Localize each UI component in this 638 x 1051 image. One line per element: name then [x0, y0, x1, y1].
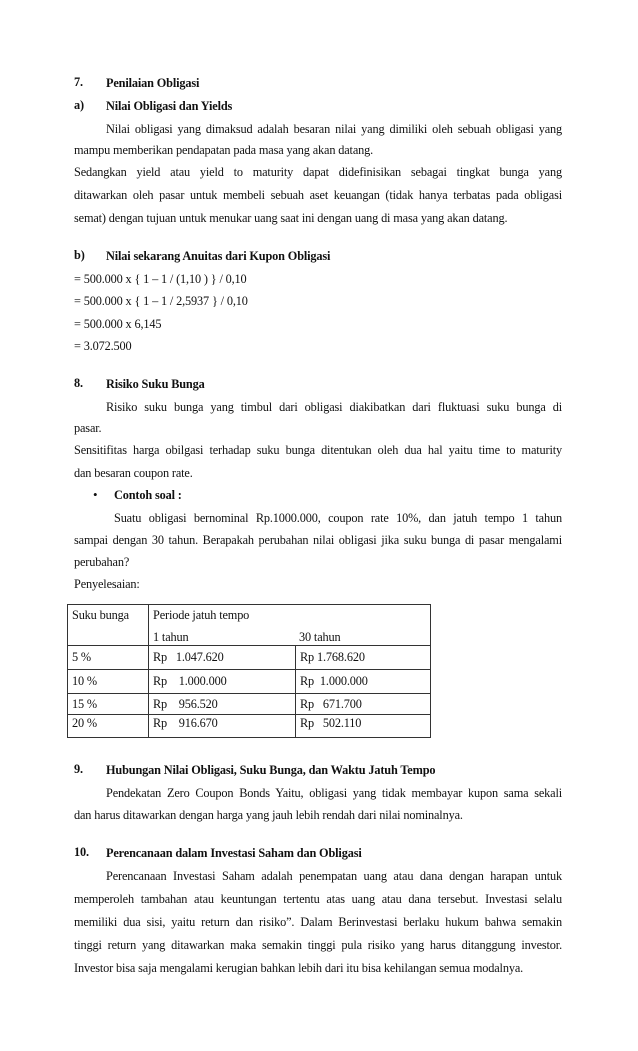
subsection-a-title: Nilai Obligasi dan Yields	[106, 99, 233, 113]
paragraph-line: sampai dengan 30 tahun. Berapakah perubahan nilai obligasi jika suku bunga di pasar mengalami	[74, 533, 562, 547]
section-8-number: 8.	[74, 376, 83, 390]
paragraph-line: Perencanaan Investasi Saham adalah penempatan uang atau dana dengan harapan untuk	[106, 869, 562, 883]
header-1-tahun: 1 tahun	[153, 630, 189, 644]
section-7-title: Penilaian Obligasi	[106, 76, 200, 90]
calculation-line: = 500.000 x 6,145	[74, 317, 162, 331]
paragraph-line: memiliki dua sisi, yaitu return dan risiko”. Dalam Berinvestasi berlaku hukum bahwa semakin	[74, 915, 562, 929]
paragraph-line: memperoleh tambahan atau keuntungan tertentu atas uang atau dana tersebut. Investasi selalu	[74, 892, 562, 906]
subsection-a-number: a)	[74, 98, 84, 112]
cell-rate: 20 %	[68, 715, 149, 738]
paragraph-line: pasar.	[74, 421, 102, 435]
cell-30-tahun: Rp 502.110	[296, 715, 431, 738]
cell-30-tahun: Rp 671.700	[296, 694, 431, 715]
table-row	[68, 694, 431, 715]
paragraph-line: dan harus ditawarkan dengan harga yang jauh lebih rendah dari nilai nominalnya.	[74, 808, 463, 822]
section-10-title: Perencanaan dalam Investasi Saham dan Obligasi	[106, 846, 362, 860]
cell-1-tahun: Rp 1.047.620	[149, 646, 296, 670]
calculation-line: = 3.072.500	[74, 339, 132, 353]
paragraph-line: Nilai obligasi yang dimaksud adalah besaran nilai yang dimiliki oleh sebuah obligasi yang	[106, 122, 562, 136]
solution-label: Penyelesaian:	[74, 577, 140, 591]
cell-1-tahun: Rp 1.000.000	[149, 670, 296, 694]
table-row	[68, 670, 431, 694]
header-periode-label: Periode jatuh tempo	[153, 608, 250, 622]
section-9-title: Hubungan Nilai Obligasi, Suku Bunga, dan Waktu Jatuh Tempo	[106, 763, 436, 777]
section-10-number: 10.	[74, 845, 89, 859]
subsection-b-title: Nilai sekarang Anuitas dari Kupon Obligasi	[106, 249, 331, 263]
section-7-number: 7.	[74, 75, 83, 89]
cell-1-tahun: Rp 956.520	[149, 694, 296, 715]
header-periode	[149, 605, 431, 646]
paragraph-line: Risiko suku bunga yang timbul dari obligasi diakibatkan dari fluktuasi suku bunga di	[106, 400, 562, 414]
paragraph-line: Sedangkan yield atau yield to maturity dapat didefinisikan sebagai tingkat bunga yang	[74, 165, 562, 179]
paragraph-line: Pendekatan Zero Coupon Bonds Yaitu, obligasi yang tidak membayar kupon sama sekali	[106, 786, 562, 800]
calculation-line: = 500.000 x { 1 – 1 / 2,5937 } / 0,10	[74, 294, 248, 308]
cell-rate: 5 %	[68, 646, 149, 670]
paragraph-line: dan besaran coupon rate.	[74, 466, 193, 480]
paragraph-line: Sensitifitas harga obilgasi terhadap suku bunga ditentukan oleh dua hal yaitu time to maturity	[74, 443, 562, 457]
table-header-row	[68, 605, 431, 646]
paragraph-line: semat) dengan tujuan untuk menukar uang saat ini dengan uang di masa yang akan datang.	[74, 211, 508, 225]
paragraph-line: Suatu obligasi bernominal Rp.1000.000, coupon rate 10%, dan jatuh tempo 1 tahun	[114, 511, 562, 525]
header-suku-bunga: Suku bunga	[68, 605, 149, 646]
paragraph-line: ditawarkan oleh pasar untuk membeli sebuah aset keuangan (tidak hanya terbatas pada obligasi	[74, 188, 562, 202]
paragraph-line: tinggi return yang ditawarkan maka semakin tinggi pula risiko yang harus ditanggung investor.	[74, 938, 562, 952]
section-9-number: 9.	[74, 762, 83, 776]
cell-rate: 15 %	[68, 694, 149, 715]
paragraph-line: mampu memberikan pendapatan pada masa yang akan datang.	[74, 143, 374, 157]
bullet-icon: •	[93, 487, 98, 502]
section-8-title: Risiko Suku Bunga	[106, 377, 205, 391]
calculation-line: = 500.000 x { 1 – 1 / (1,10 ) } / 0,10	[74, 272, 247, 286]
cell-30-tahun: Rp 1.768.620	[296, 646, 431, 670]
example-title: Contoh soal :	[114, 488, 182, 502]
header-30-tahun: 30 tahun	[299, 630, 341, 644]
interest-rate-table	[67, 604, 431, 738]
cell-1-tahun: Rp 916.670	[149, 715, 296, 738]
paragraph-line: Investor bisa saja mengalami kerugian bahkan lebih dari itu bisa kehilangan semua modalnya.	[74, 961, 524, 975]
paragraph-line: perubahan?	[74, 555, 130, 569]
table-row	[68, 715, 431, 738]
table-row	[68, 646, 431, 670]
cell-rate: 10 %	[68, 670, 149, 694]
subsection-b-number: b)	[74, 248, 85, 262]
cell-30-tahun: Rp 1.000.000	[296, 670, 431, 694]
